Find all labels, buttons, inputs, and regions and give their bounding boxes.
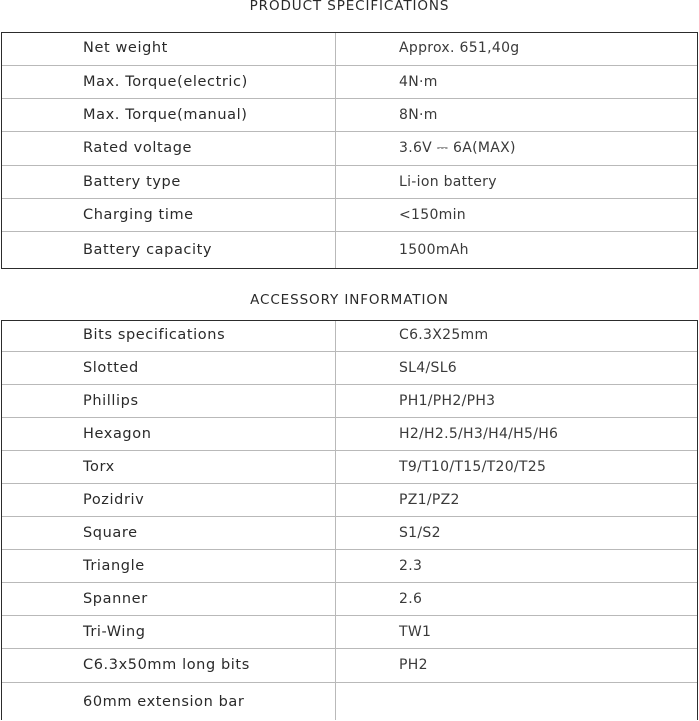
row-value: Li-ion battery: [399, 174, 497, 190]
table-row: [2, 98, 697, 131]
row-label: Phillips: [83, 393, 139, 409]
row-value: 3.6V ⎓ 6A(MAX): [399, 140, 516, 156]
table-row: [2, 33, 697, 65]
row-value: 2.3: [399, 558, 423, 574]
accessory-information-table: [1, 320, 698, 720]
row-label: Charging time: [83, 207, 194, 223]
table-row: [2, 516, 697, 549]
table-row: [2, 615, 697, 648]
table-row: [2, 351, 697, 384]
row-value: PH1/PH2/PH3: [399, 393, 496, 409]
table-row: [2, 450, 697, 483]
row-value: 4N·m: [399, 74, 438, 90]
table-row: [2, 231, 697, 268]
row-label: Bits specifications: [83, 327, 226, 343]
accessory-information-title: ACCESSORY INFORMATION: [250, 292, 449, 308]
table-row: [2, 321, 697, 351]
row-value: T9/T10/T15/T20/T25: [399, 459, 547, 475]
row-label: Slotted: [83, 360, 139, 376]
row-label: Net weight: [83, 40, 168, 56]
row-label: Max. Torque(manual): [83, 107, 248, 123]
table-row: [2, 582, 697, 615]
row-value: 8N·m: [399, 107, 438, 123]
table-row: [2, 483, 697, 516]
table-row: [2, 131, 697, 165]
row-label: Tri-Wing: [83, 624, 146, 640]
row-label: Max. Torque(electric): [83, 74, 248, 90]
row-value: Approx. 651,40g: [399, 40, 520, 56]
row-value: TW1: [399, 624, 432, 640]
row-value: S1/S2: [399, 525, 441, 541]
row-label: Torx: [83, 459, 115, 475]
row-value: PZ1/PZ2: [399, 492, 460, 508]
row-label: Square: [83, 525, 138, 541]
row-label: Spanner: [83, 591, 148, 607]
row-value: <150min: [399, 207, 466, 223]
row-label: Hexagon: [83, 426, 152, 442]
row-label: Triangle: [83, 558, 145, 574]
row-value: SL4/SL6: [399, 360, 458, 376]
row-label: Battery type: [83, 174, 181, 190]
table-row: [2, 384, 697, 417]
table-row: [2, 198, 697, 231]
table-row: [2, 549, 697, 582]
row-label: Rated voltage: [83, 140, 193, 156]
product-specifications-title: PRODUCT SPECIFICATIONS: [249, 0, 450, 14]
row-value: 2.6: [399, 591, 423, 607]
row-value: PH2: [399, 657, 428, 673]
row-value: 1500mAh: [399, 242, 469, 258]
table-row: [2, 648, 697, 682]
row-label: C6.3x50mm long bits: [83, 657, 250, 673]
row-label: Battery capacity: [83, 242, 213, 258]
table-row: [2, 682, 697, 721]
table-row: [2, 165, 697, 198]
row-label: 60mm extension bar: [83, 694, 245, 710]
table-row: [2, 65, 697, 98]
row-value: H2/H2.5/H3/H4/H5/H6: [399, 426, 559, 442]
table-row: [2, 417, 697, 450]
row-label: Pozidriv: [83, 492, 145, 508]
row-value: C6.3X25mm: [399, 327, 489, 343]
product-specifications-table: [1, 32, 698, 269]
